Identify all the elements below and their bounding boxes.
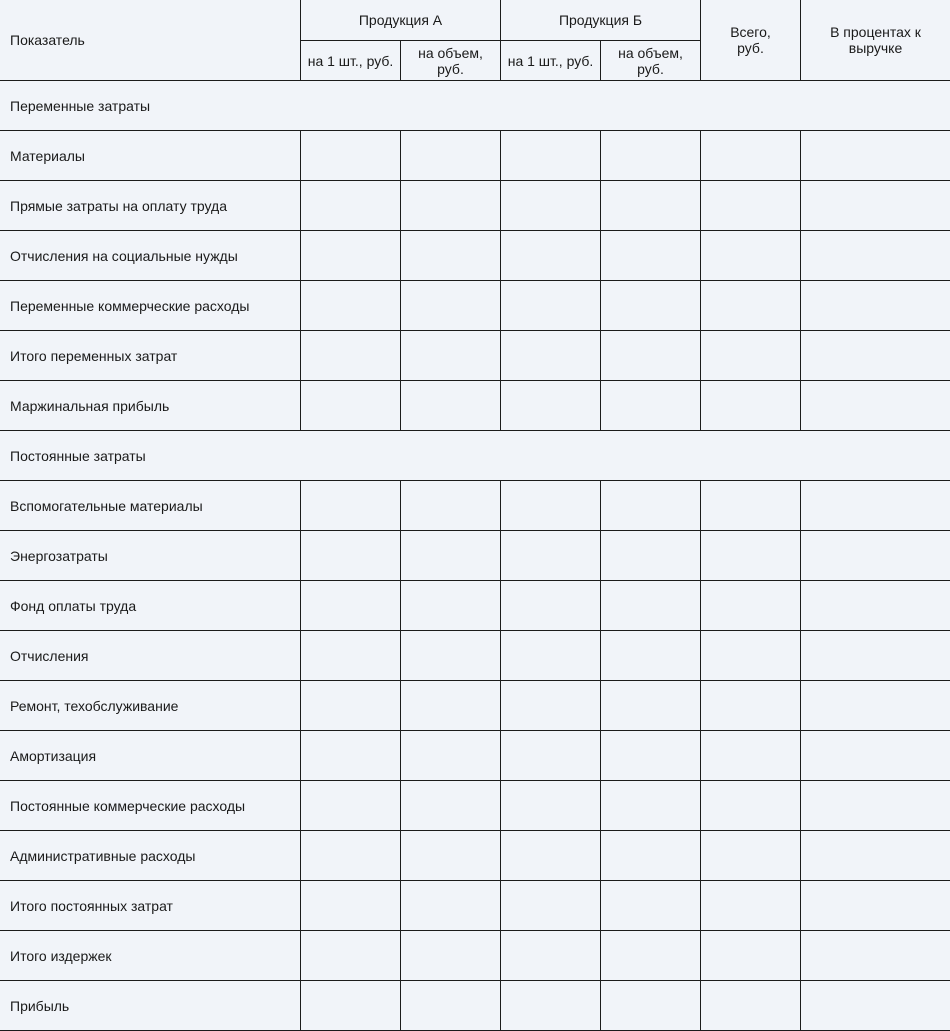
row-label: Переменные коммерческие расходы (0, 281, 301, 331)
total-header-text: Всего, руб. (730, 24, 771, 56)
product-a-per-volume-text: на объем, руб. (418, 45, 483, 77)
product-a-per-unit-cell (301, 831, 401, 881)
percent-cell (801, 981, 950, 1031)
product-b-per-volume-cell (601, 931, 701, 981)
row-label: Административные расходы (0, 831, 301, 881)
total-cell (701, 131, 801, 181)
product-b-per-volume-cell (601, 231, 701, 281)
product-a-per-unit-cell (301, 381, 401, 431)
product-b-per-volume-cell (601, 681, 701, 731)
row-label: Вспомогательные материалы (0, 481, 301, 531)
percent-cell (801, 781, 950, 831)
product-a-per-volume-cell (401, 631, 501, 681)
table-row (0, 781, 950, 831)
row-label: Итого переменных затрат (0, 331, 301, 381)
table-row (0, 681, 950, 731)
percent-cell (801, 581, 950, 631)
product-a-per-unit-header: на 1 шт., руб. (301, 41, 401, 81)
table-row (0, 381, 950, 431)
product-b-per-volume-cell (601, 481, 701, 531)
percent-cell (801, 831, 950, 881)
percent-cell (801, 481, 950, 531)
row-label: Прибыль (0, 981, 301, 1031)
product-b-per-volume-cell (601, 331, 701, 381)
percent-cell (801, 231, 950, 281)
product-a-per-unit-cell (301, 181, 401, 231)
total-cell (701, 781, 801, 831)
total-cell (701, 331, 801, 381)
total-cell (701, 531, 801, 581)
table-row (0, 181, 950, 231)
section-label: Постоянные затраты (0, 431, 950, 481)
product-a-per-volume-cell (401, 181, 501, 231)
indicator-column-header: Показатель (0, 0, 301, 81)
product-a-per-volume-cell (401, 331, 501, 381)
table-row (0, 581, 950, 631)
product-a-per-unit-cell (301, 731, 401, 781)
product-b-per-volume-cell (601, 881, 701, 931)
table-body (0, 81, 950, 1031)
total-cell (701, 881, 801, 931)
product-a-per-volume-cell (401, 581, 501, 631)
table-row (0, 481, 950, 531)
product-a-per-unit-cell (301, 481, 401, 531)
product-a-per-volume-cell (401, 881, 501, 931)
table-row (0, 931, 950, 981)
total-cell (701, 481, 801, 531)
product-b-per-unit-cell (501, 131, 601, 181)
percent-of-revenue-header (801, 0, 950, 81)
percent-of-revenue-header-text: В процентах к выручке (830, 24, 921, 56)
product-a-per-unit-cell (301, 531, 401, 581)
product-a-per-volume-cell (401, 381, 501, 431)
product-a-per-unit-cell (301, 681, 401, 731)
total-cell (701, 231, 801, 281)
product-b-per-volume-header (601, 41, 701, 81)
percent-cell (801, 181, 950, 231)
product-a-per-volume-cell (401, 681, 501, 731)
product-a-per-volume-cell (401, 831, 501, 881)
product-a-per-unit-cell (301, 281, 401, 331)
product-b-per-unit-cell (501, 731, 601, 781)
product-b-per-unit-cell (501, 631, 601, 681)
percent-cell (801, 881, 950, 931)
product-b-per-volume-cell (601, 831, 701, 881)
section-label: Переменные затраты (0, 81, 950, 131)
product-b-per-volume-cell (601, 281, 701, 331)
row-label: Прямые затраты на оплату труда (0, 181, 301, 231)
table-row (0, 131, 950, 181)
percent-cell (801, 381, 950, 431)
product-a-per-volume-cell (401, 281, 501, 331)
percent-cell (801, 331, 950, 381)
product-a-per-unit-cell (301, 581, 401, 631)
product-b-per-unit-cell (501, 381, 601, 431)
product-b-per-unit-cell (501, 181, 601, 231)
row-label: Итого издержек (0, 931, 301, 981)
product-b-per-unit-cell (501, 481, 601, 531)
table-row (0, 281, 950, 331)
product-b-per-unit-cell (501, 831, 601, 881)
table-row (0, 831, 950, 881)
product-a-per-volume-cell (401, 981, 501, 1031)
total-cell (701, 731, 801, 781)
product-b-per-volume-cell (601, 531, 701, 581)
total-cell (701, 681, 801, 731)
table-row (0, 631, 950, 681)
row-label: Отчисления на социальные нужды (0, 231, 301, 281)
row-label: Маржинальная прибыль (0, 381, 301, 431)
table-header (0, 0, 950, 81)
row-label: Итого постоянных затрат (0, 881, 301, 931)
header-row-top (0, 0, 950, 41)
total-cell (701, 281, 801, 331)
total-cell (701, 981, 801, 1031)
product-b-per-volume-text: на объем, руб. (618, 45, 683, 77)
product-b-per-unit-cell (501, 981, 601, 1031)
product-b-per-volume-cell (601, 731, 701, 781)
product-b-per-volume-cell (601, 981, 701, 1031)
product-b-per-unit-cell (501, 931, 601, 981)
row-label: Энергозатраты (0, 531, 301, 581)
product-b-per-volume-cell (601, 131, 701, 181)
product-b-per-volume-cell (601, 581, 701, 631)
product-a-header: Продукция А (301, 0, 501, 41)
product-a-per-volume-cell (401, 781, 501, 831)
product-b-per-volume-cell (601, 631, 701, 681)
product-b-per-volume-cell (601, 181, 701, 231)
table-row (0, 231, 950, 281)
row-label: Постоянные коммерческие расходы (0, 781, 301, 831)
total-cell (701, 831, 801, 881)
total-cell (701, 631, 801, 681)
row-label: Отчисления (0, 631, 301, 681)
percent-cell (801, 531, 950, 581)
percent-cell (801, 931, 950, 981)
product-a-per-unit-cell (301, 331, 401, 381)
product-b-per-unit-cell (501, 581, 601, 631)
product-a-per-volume-cell (401, 481, 501, 531)
product-a-per-volume-cell (401, 231, 501, 281)
product-b-per-unit-header: на 1 шт., руб. (501, 41, 601, 81)
product-b-per-unit-cell (501, 331, 601, 381)
product-a-per-volume-cell (401, 131, 501, 181)
product-b-per-volume-cell (601, 381, 701, 431)
product-b-per-unit-cell (501, 281, 601, 331)
product-a-per-unit-cell (301, 781, 401, 831)
product-a-per-volume-header (401, 41, 501, 81)
product-a-per-unit-cell (301, 981, 401, 1031)
table-row (0, 731, 950, 781)
row-label: Фонд оплаты труда (0, 581, 301, 631)
total-cell (701, 581, 801, 631)
row-label: Материалы (0, 131, 301, 181)
percent-cell (801, 681, 950, 731)
product-b-per-unit-cell (501, 781, 601, 831)
total-cell (701, 931, 801, 981)
product-b-per-unit-cell (501, 531, 601, 581)
total-cell (701, 381, 801, 431)
product-b-header: Продукция Б (501, 0, 701, 41)
percent-cell (801, 281, 950, 331)
percent-cell (801, 731, 950, 781)
product-b-per-volume-cell (601, 781, 701, 831)
product-b-per-unit-cell (501, 681, 601, 731)
product-b-per-unit-cell (501, 881, 601, 931)
product-b-per-unit-cell (501, 231, 601, 281)
product-a-per-unit-cell (301, 881, 401, 931)
table-row (0, 331, 950, 381)
product-a-per-volume-cell (401, 931, 501, 981)
product-a-per-volume-cell (401, 531, 501, 581)
table-row (0, 531, 950, 581)
table-row (0, 981, 950, 1031)
product-a-per-unit-cell (301, 931, 401, 981)
percent-cell (801, 131, 950, 181)
product-a-per-unit-cell (301, 231, 401, 281)
row-label: Амортизация (0, 731, 301, 781)
row-label: Ремонт, техобслуживание (0, 681, 301, 731)
product-a-per-unit-cell (301, 131, 401, 181)
percent-cell (801, 631, 950, 681)
section-row (0, 81, 950, 131)
total-cell (701, 181, 801, 231)
product-a-per-volume-cell (401, 731, 501, 781)
product-a-per-unit-cell (301, 631, 401, 681)
section-row (0, 431, 950, 481)
total-header (701, 0, 801, 81)
table-row (0, 881, 950, 931)
